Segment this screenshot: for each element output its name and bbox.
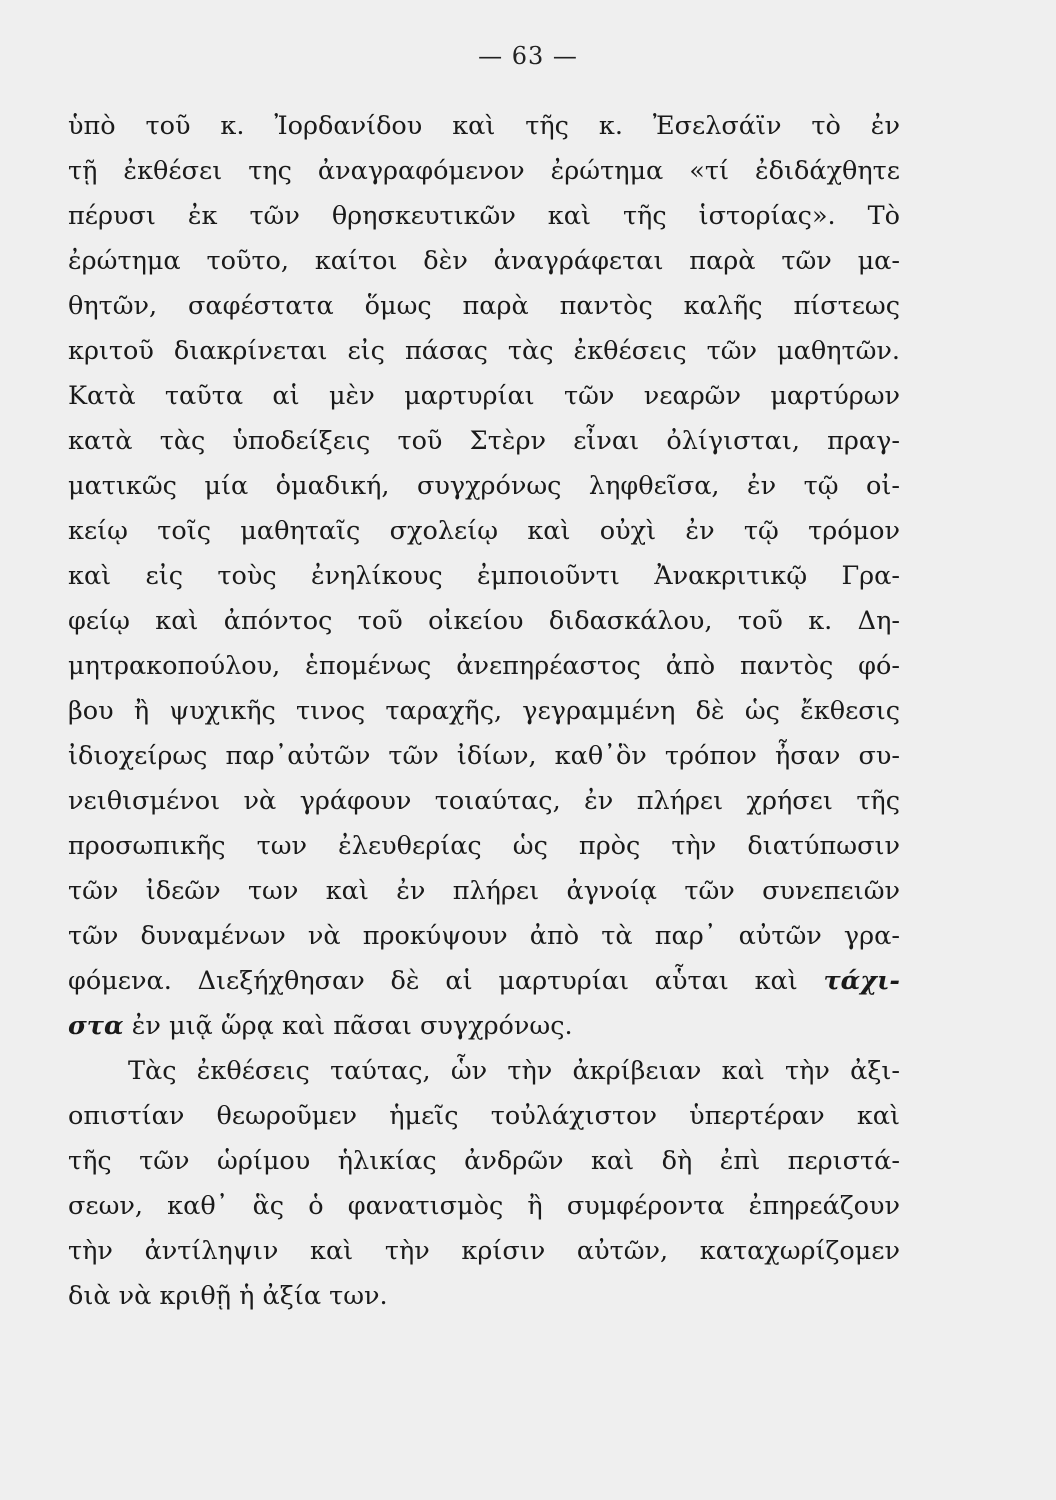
text-line: ὑπὸ τοῦ κ. Ἰορδανίδου καὶ τῆς κ. Ἐσελσάϊν τὸ ἐν xyxy=(68,111,900,141)
text-line: πέρυσι ἐκ τῶν θρησκευτικῶν καὶ τῆς ἱστορίας». Τὸ xyxy=(68,201,900,231)
text-line: βου ἢ ψυχικῆς τινος ταραχῆς, γεγραμμένη δὲ ὡς ἔκθεσις xyxy=(68,696,900,726)
text-line xyxy=(68,1004,900,1049)
text-line: προσωπικῆς των ἐλευθερίας ὡς πρὸς τὴν διατύπωσιν xyxy=(68,831,900,861)
text-line: κριτοῦ διακρίνεται εἰς πάσας τὰς ἐκθέσεις τῶν μαθητῶν. xyxy=(68,336,900,366)
text-line: τῆς τῶν ὡρίμου ἡλικίας ἀνδρῶν καὶ δὴ ἐπὶ περιστά- xyxy=(68,1146,900,1176)
text-line: Κατὰ ταῦτα αἱ μὲν μαρτυρίαι τῶν νεαρῶν μαρτύρων xyxy=(68,381,900,411)
emphasis-text: στα xyxy=(68,1011,124,1041)
text-line: τῶν δυναμένων νὰ προκύψουν ἀπὸ τὰ παρ᾽ αὐτῶν γρα- xyxy=(68,921,900,951)
text-line: κείῳ τοῖς μαθηταῖς σχολείῳ καὶ οὐχὶ ἐν τῷ τρόμον xyxy=(68,516,900,546)
text-line: διὰ νὰ κριθῇ ἡ ἀξία των. xyxy=(68,1281,388,1311)
text-line: ἐρώτημα τοῦτο, καίτοι δὲν ἀναγράφεται παρὰ τῶν μα- xyxy=(68,246,900,276)
text-line: ἰδιοχείρως παρ᾽αὐτῶν τῶν ἰδίων, καθ᾽ὃν τρόπον ἦσαν συ- xyxy=(68,741,900,771)
text-line: κατὰ τὰς ὑποδείξεις τοῦ Στὲρν εἶναι ὀλίγισται, πραγ- xyxy=(68,426,900,456)
text-line xyxy=(68,959,900,1004)
body-text xyxy=(68,104,900,1319)
page-number: — 63 — xyxy=(478,42,578,70)
text-line: θητῶν, σαφέστατα ὅμως παρὰ παντὸς καλῆς πίστεως xyxy=(68,291,900,321)
text-line: σεων, καθ᾽ ἃς ὁ φανατισμὸς ἢ συμφέροντα ἐπηρεάζουν xyxy=(68,1191,900,1221)
paragraph xyxy=(68,1049,900,1319)
text-line: τῶν ἰδεῶν των καὶ ἐν πλήρει ἀγνοίᾳ τῶν συνεπειῶν xyxy=(68,876,900,906)
text-line: καὶ εἰς τοὺς ἐνηλίκους ἐμποιοῦντι Ἀνακριτικῷ Γρα- xyxy=(68,561,900,591)
text-line: ματικῶς μία ὁμαδική, συγχρόνως ληφθεῖσα, ἐν τῷ οἰ- xyxy=(68,471,900,501)
text-line: Τὰς ἐκθέσεις ταύτας, ὧν τὴν ἀκρίβειαν καὶ τὴν ἀξι- xyxy=(128,1056,900,1086)
emphasis-text: τάχι- xyxy=(823,966,900,996)
text-run: φόμενα. Διεξήχθησαν δὲ αἱ μαρτυρίαι αὗται καὶ xyxy=(68,966,824,996)
text-run: ἐν μιᾷ ὥρᾳ καὶ πᾶσαι συγχρόνως. xyxy=(123,1011,573,1041)
text-line: τῇ ἐκθέσει της ἀναγραφόμενον ἐρώτημα «τί ἐδιδάχθητε xyxy=(68,156,900,186)
text-line: νειθισμένοι νὰ γράφουν τοιαύτας, ἐν πλήρει χρήσει τῆς xyxy=(68,786,900,816)
paragraph xyxy=(68,104,900,1049)
text-line: οπιστίαν θεωροῦμεν ἡμεῖς τοὐλάχιστον ὑπερτέραν καὶ xyxy=(68,1101,900,1131)
text-line: τὴν ἀντίληψιν καὶ τὴν κρίσιν αὐτῶν, καταχωρίζομεν xyxy=(68,1236,900,1266)
text-line: φείῳ καὶ ἀπόντος τοῦ οἰκείου διδασκάλου, τοῦ κ. Δη- xyxy=(68,606,900,636)
text-line: μητρακοπούλου, ἑπομένως ἀνεπηρέαστος ἀπὸ παντὸς φό- xyxy=(68,651,900,681)
